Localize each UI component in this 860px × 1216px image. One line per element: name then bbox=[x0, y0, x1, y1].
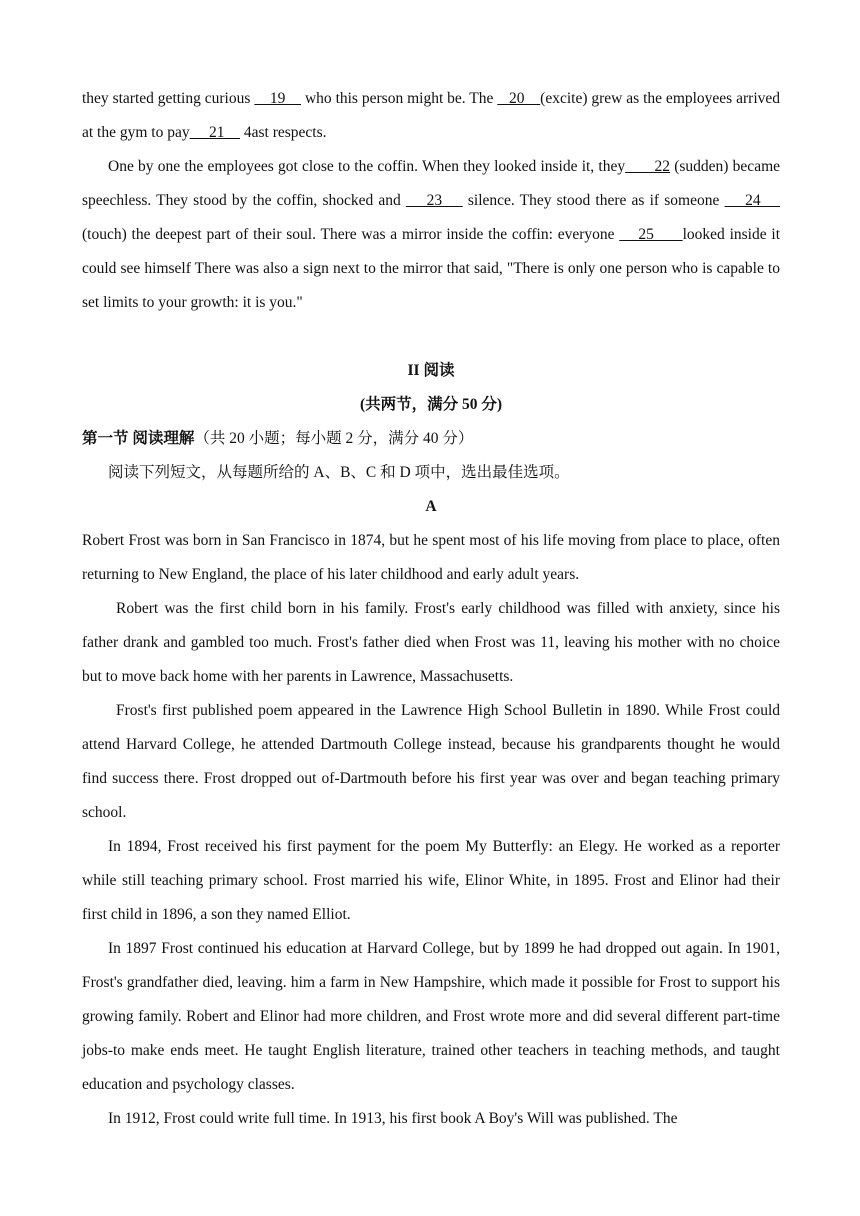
spacer bbox=[82, 320, 780, 354]
passage-label: A bbox=[425, 498, 437, 515]
passage-paragraph: Robert was the first child born in his family. Frost's early childhood was filled with anxiety, since his father drank and gambled too much. Frost's father died when Frost was 11, leaving his mother with no choice but to move back home with her parents in Lawrence, Massachusetts. bbox=[82, 600, 780, 685]
cloze-text: (sudden) became speechless. They stood by the coffin, shocked and bbox=[82, 158, 781, 209]
blank-19: 19 bbox=[254, 90, 302, 107]
blank-23: 23 bbox=[405, 192, 463, 209]
cloze-text: silence. They stood there as if someone bbox=[462, 192, 725, 209]
cloze-text: who this person might be. The bbox=[301, 90, 498, 107]
passage-paragraph: In 1912, Frost could write full time. In 1913, his first book A Boy's Will was published. The bbox=[108, 1110, 678, 1127]
blank-22: 22 bbox=[625, 158, 671, 175]
blank-24: 24 bbox=[724, 192, 781, 209]
section-subtitle: (共两节，满分 50 分) bbox=[359, 396, 503, 413]
section-title: II 阅读 bbox=[407, 362, 455, 379]
cloze-paragraph-2 bbox=[82, 150, 780, 320]
blank-25: 25 bbox=[619, 226, 683, 243]
part-heading bbox=[82, 422, 780, 456]
cloze-text: (touch) the deepest part of their soul. There was a mirror inside the coffin: everyone bbox=[82, 226, 620, 243]
passage-paragraph: In 1894, Frost received his first payment for the poem My Butterfly: an Elegy. He worked as a reporter while still teaching primary school. Frost married his wife, Elinor White, in 1895. Frost and Elinor had their first child in 1896, a son they named Elliot. bbox=[82, 838, 780, 923]
passage-paragraph: Frost's first published poem appeared in the Lawrence High School Bulletin in 1890. While Frost could attend Harvard College, he attended Dartmouth College instead, because his grandparents thought he would find success there. Frost dropped out of-Dartmouth before his first year was over and began teaching primary school. bbox=[82, 702, 780, 821]
cloze-text: 4ast respects. bbox=[240, 124, 327, 141]
part-detail: （共 20 小题；每小题 2 分，满分 40 分） bbox=[194, 430, 474, 447]
blank-20: 20 bbox=[497, 90, 541, 107]
cloze-paragraph-1 bbox=[82, 82, 780, 150]
document-page bbox=[82, 82, 780, 1136]
passage-paragraph: In 1897 Frost continued his education at Harvard College, but by 1899 he had dropped out again. In 1901, Frost's grandfather died, leaving. him a farm in New Hampshire, which made it possible for Frost to support his growing family. Robert and Elinor had more children, and Frost wrote more and did several different part-time jobs-to make ends meet. He taught English literature, trained other teachers in teaching methods, and taught education and psychology classes. bbox=[82, 940, 780, 1093]
cloze-text: (excite) grew as the employees arrived at the gym to pay bbox=[82, 90, 781, 141]
instruction: 阅读下列短文，从每题所给的 A、B、C 和 D 项中，选出最佳选项。 bbox=[108, 464, 570, 481]
part-label: 第一节 阅读理解 bbox=[82, 430, 195, 447]
cloze-text: they started getting curious bbox=[82, 90, 255, 107]
cloze-text: One by one the employees got close to the coffin. When they looked inside it, they bbox=[108, 158, 626, 175]
passage-paragraph: Robert Frost was born in San Francisco in 1874, but he spent most of his life moving from place to place, often returning to New England, the place of his later childhood and early adult years. bbox=[82, 532, 780, 583]
blank-21: 21 bbox=[189, 124, 240, 141]
cloze-text: looked inside it could see himself There was also a sign next to the mirror that said, "There is only one person who is capable to set limits to your growth: it is you." bbox=[82, 226, 780, 311]
